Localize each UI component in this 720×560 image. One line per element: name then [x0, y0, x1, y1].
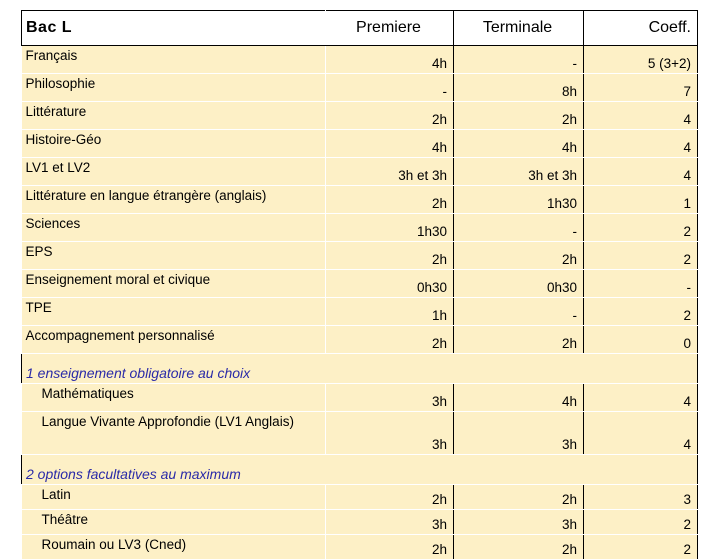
header-bac-l: Bac L [22, 11, 326, 46]
terminale-cell: 2h [454, 102, 584, 130]
subject-cell: Roumain ou LV3 (Cned) [22, 535, 326, 560]
table-row [22, 510, 698, 535]
terminale-cell: 2h [454, 326, 584, 354]
subject-cell: Enseignement moral et civique [22, 270, 326, 298]
coeff-cell: 3 [584, 485, 698, 510]
terminale-cell: 8h [454, 74, 584, 102]
table-row [22, 485, 698, 510]
table-header-row [22, 11, 698, 46]
premiere-cell: 4h [326, 130, 454, 158]
coeff-cell: 2 [584, 242, 698, 270]
section-heading-row [22, 354, 698, 384]
coeff-cell: 0 [584, 326, 698, 354]
header-coeff: Coeff. [584, 11, 698, 46]
premiere-cell: 1h30 [326, 214, 454, 242]
premiere-cell: 4h [326, 46, 454, 74]
coeff-cell: 7 [584, 74, 698, 102]
table-row [22, 242, 698, 270]
subject-cell: Philosophie [22, 74, 326, 102]
section-title-obligatoire: 1 enseignement obligatoire au choix [22, 354, 698, 384]
section-heading-row [22, 455, 698, 485]
subject-cell: Mathématiques [22, 384, 326, 412]
terminale-cell: - [454, 298, 584, 326]
table-row [22, 46, 698, 74]
table-row [22, 535, 698, 560]
subject-cell: Latin [22, 485, 326, 510]
table-row [22, 384, 698, 412]
premiere-cell: 2h [326, 242, 454, 270]
coeff-cell: 2 [584, 214, 698, 242]
table-row [22, 102, 698, 130]
coeff-cell: 5 (3+2) [584, 46, 698, 74]
premiere-cell: 0h30 [326, 270, 454, 298]
table-row [22, 74, 698, 102]
coeff-cell: 4 [584, 158, 698, 186]
terminale-cell: 4h [454, 130, 584, 158]
table-row [22, 186, 698, 214]
premiere-cell: - [326, 74, 454, 102]
premiere-cell: 3h et 3h [326, 158, 454, 186]
subject-cell: TPE [22, 298, 326, 326]
premiere-cell: 3h [326, 510, 454, 535]
coeff-cell: 4 [584, 130, 698, 158]
subject-cell: Français [22, 46, 326, 74]
terminale-cell: 0h30 [454, 270, 584, 298]
terminale-cell: 1h30 [454, 186, 584, 214]
coeff-cell: 4 [584, 384, 698, 412]
coeff-cell: 2 [584, 535, 698, 560]
coeff-cell: 1 [584, 186, 698, 214]
coeff-cell: - [584, 270, 698, 298]
terminale-cell: 2h [454, 485, 584, 510]
bac-l-schedule-table [21, 10, 698, 560]
subject-cell: LV1 et LV2 [22, 158, 326, 186]
table-row [22, 326, 698, 354]
subject-cell: Théâtre [22, 510, 326, 535]
subject-cell: Littérature en langue étrangère (anglais) [22, 186, 326, 214]
terminale-cell: 3h [454, 412, 584, 455]
premiere-cell: 2h [326, 485, 454, 510]
terminale-cell: - [454, 46, 584, 74]
table-row [22, 214, 698, 242]
subject-cell: Littérature [22, 102, 326, 130]
section-title-options: 2 options facultatives au maximum [22, 455, 698, 485]
table-row [22, 130, 698, 158]
terminale-cell: 4h [454, 384, 584, 412]
terminale-cell: 2h [454, 535, 584, 560]
premiere-cell: 2h [326, 102, 454, 130]
table-row [22, 158, 698, 186]
subject-cell: Langue Vivante Approfondie (LV1 Anglais) [22, 412, 326, 455]
premiere-cell: 2h [326, 326, 454, 354]
table-row [22, 298, 698, 326]
table-row [22, 270, 698, 298]
subject-cell: EPS [22, 242, 326, 270]
terminale-cell: - [454, 214, 584, 242]
premiere-cell: 2h [326, 186, 454, 214]
premiere-cell: 3h [326, 412, 454, 455]
premiere-cell: 1h [326, 298, 454, 326]
terminale-cell: 2h [454, 242, 584, 270]
coeff-cell: 2 [584, 510, 698, 535]
coeff-cell: 4 [584, 102, 698, 130]
header-terminale: Terminale [454, 11, 584, 46]
terminale-cell: 3h et 3h [454, 158, 584, 186]
coeff-cell: 4 [584, 412, 698, 455]
premiere-cell: 3h [326, 384, 454, 412]
table-row [22, 412, 698, 455]
premiere-cell: 2h [326, 535, 454, 560]
subject-cell: Accompagnement personnalisé [22, 326, 326, 354]
header-premiere: Premiere [326, 11, 454, 46]
terminale-cell: 3h [454, 510, 584, 535]
subject-cell: Histoire-Géo [22, 130, 326, 158]
coeff-cell: 2 [584, 298, 698, 326]
subject-cell: Sciences [22, 214, 326, 242]
